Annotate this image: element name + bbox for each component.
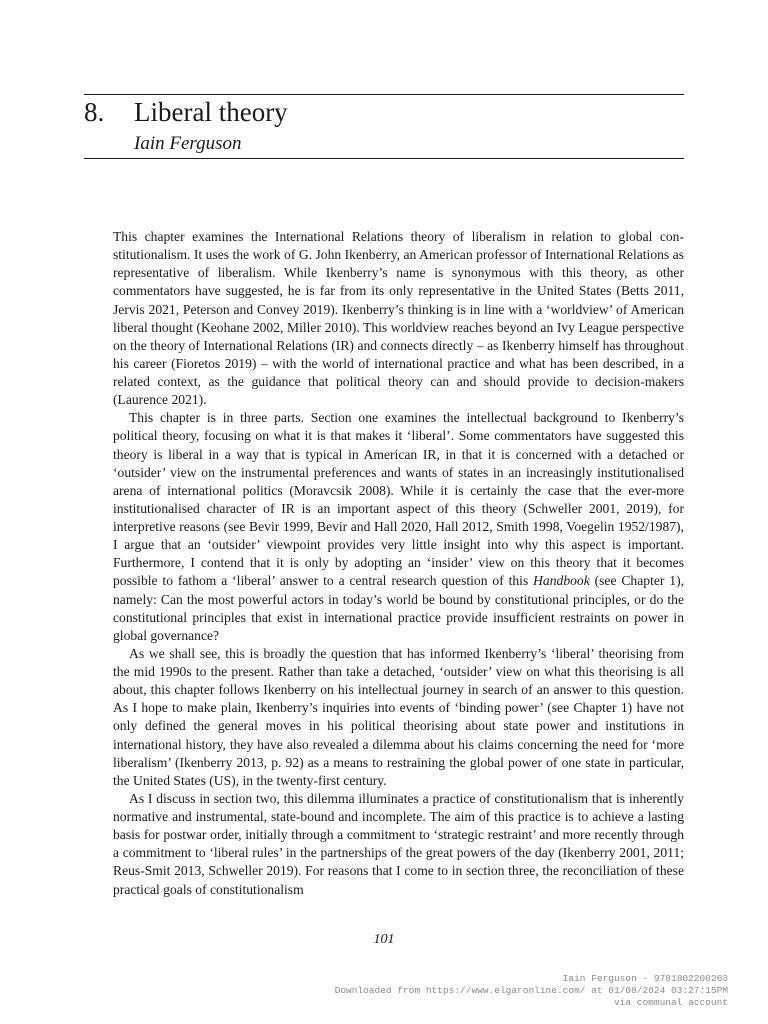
footer-author-isbn: Iain Ferguson - 9781802200263 [562, 973, 728, 984]
paragraph-3: As we shall see, this is broadly the question that has informed Ikenberry’s ‘liberal’ theorising from the mid 1990s to the present. Rather than take a detached, ‘outsider’ view on what this theorising is all about, this chapter follows Ikenberry on his intellectual journey in search of an answer to this question. As I hope to make plain, Ikenberry’s inquiries into events of ‘binding power’ (see Chapter 1) have not only defined the general moves in his political theorising about state power and institutions in international history, they have also revealed a dilemma about his claims concerning the need for ‘more liberalism’ (Ikenberry 2013, p. 92) as a means to restraining the global power of one state in particular, the United States (US), in the twenty-first century. [113, 645, 684, 788]
chapter-author: Iain Ferguson [134, 133, 242, 154]
page-number: 101 [373, 932, 395, 947]
paragraph-2: This chapter is in three parts. Section one examines the intellectual background to Ikenberry’s political theory, focusing on what it is that makes it ‘liberal’. Some commentators have suggested this theory is liberal in a way that is typical in American IR, in that it is concerned with a detached or ‘outsider’ view on the instrumental preferences and wants of states in an increasingly institutionalised arena of international politics (Moravcsik 2008). While it is certainly the case that the ever-more institutionalised character of IR is an important aspect of this theory (Schweller 2001, 2019), for interpretive reasons (see Bevir 1999, Bevir and Hall 2020, Hall 2012, Smith 1998, Voegelin 1952/1987), I argue that an ‘outsider’ viewpoint provides very little insight into why this aspect is important. Furthermore, I contend that it is only by adopting an ‘insider’ view on this theory that it becomes possible to fathom a ‘liberal’ answer to a central research question of this Handbook (see Chapter 1), namely: Can the most powerful actors in today’s world be bound by constitutional principles, or do the constitutional principles that exist in international practice provide insufficient restraints on power in global governance? [113, 410, 684, 643]
footer-download-info: Downloaded from https://www.elgaronline.com/ at 01/08/2024 03:27:15PM [334, 985, 728, 996]
top-rule [84, 94, 684, 95]
body-text [113, 228, 684, 899]
bottom-rule [84, 158, 684, 159]
download-footer [335, 973, 728, 1009]
handbook-title: Handbook [533, 573, 590, 589]
paragraph-1: This chapter examines the International Relations theory of liberalism in relation to global constitutionalism. It uses the work of G. John Ikenberry, an American professor of International Relations as representative of liberalism. While Ikenberry’s name is synonymous with this theory, as other commentators have suggested, he is far from its only representative in the United States (Betts 2011, Jervis 2021, Peterson and Convey 2019). Ikenberry’s thinking is in line with a ‘worldview’ of American liberal thought (Keohane 2002, Miller 2010). This worldview reaches beyond an Ivy League perspective on the theory of International Relations (IR) and connects directly – as Ikenberry himself has throughout his career (Fioretos 2019) – with the world of international practice and what has been described, in a related context, as the guidance that political theory can and should provide to decision-makers (Laurence 2021). [113, 229, 684, 408]
footer-access-info: via communal account [613, 997, 728, 1008]
chapter-title: Liberal theory [134, 97, 288, 127]
paragraph-4: As I discuss in section two, this dilemma illuminates a practice of constitutionalism that is inherently normative and instrumental, state-bound and incomplete. The aim of this practice is to achieve a lasting basis for postwar order, initially through a commitment to ‘strategic restraint’ and more recently through a commitment to ‘liberal rules’ in the partnerships of the great powers of the day (Ikenberry 2001, 2011; Reus-Smit 2013, Schweller 2019). For reasons that I come to in section three, the reconciliation of these practical goals of constitutionalism [113, 790, 684, 897]
chapter-number: 8. [84, 97, 105, 127]
